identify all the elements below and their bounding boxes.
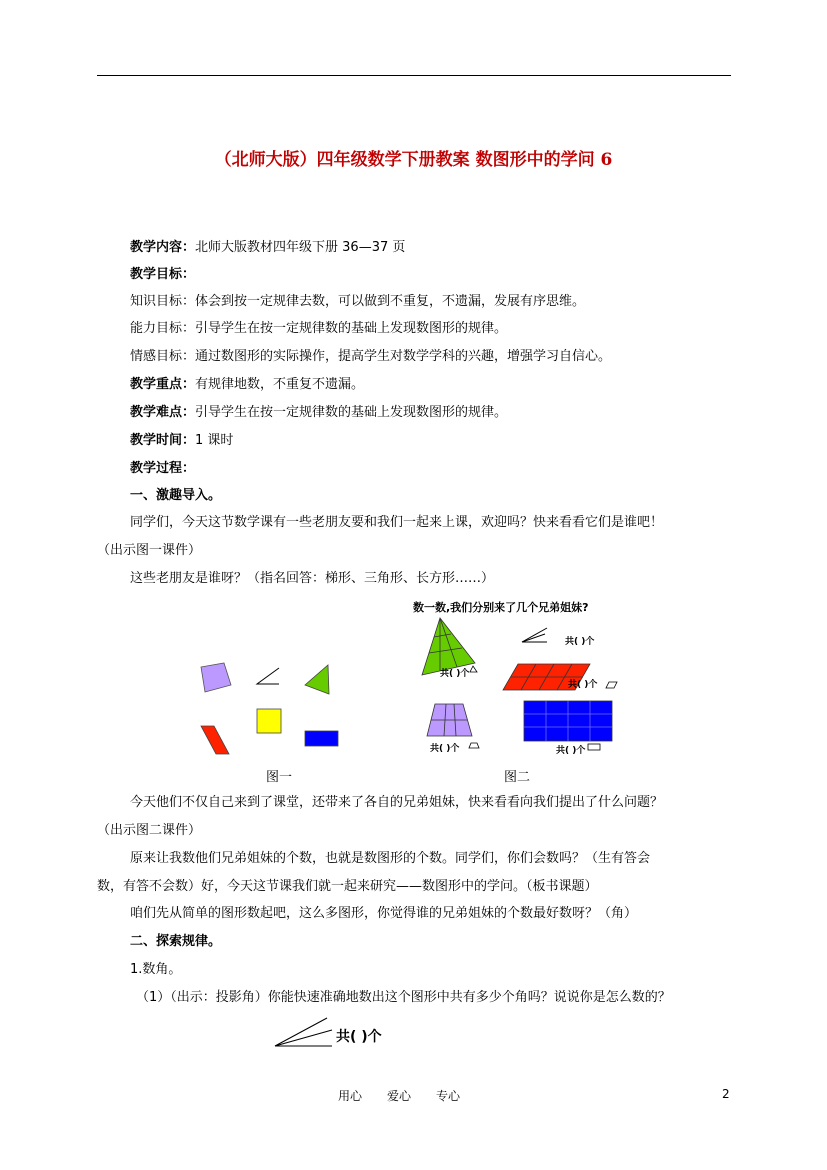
fig2-rectangle-group — [524, 701, 612, 741]
figure-2-caption: 图二 — [504, 770, 531, 785]
section1-p1b: （出示图一课件） — [97, 543, 202, 558]
header-rule — [97, 75, 731, 76]
figure2-heading: 数一数,我们分别来了几个兄弟姐妹? — [413, 601, 589, 614]
fig2-trapezoid-group — [427, 704, 472, 736]
section1b-p3a: 今天他们不仅自己来到了课堂，还带来了各自的兄弟姐妹，快来看看向我们提出了什么问题？ — [130, 795, 664, 810]
fig2-count-3: 共( )个 — [430, 744, 460, 754]
section1b-p3b: （出示图二课件） — [97, 823, 202, 838]
process-label: 教学过程： — [130, 461, 196, 476]
fig1-angle — [257, 668, 279, 684]
fig1-square — [257, 709, 281, 733]
goals-label: 教学目标： — [130, 267, 196, 282]
section1b-p4a: 原来让我数他们兄弟姐妹的个数，也就是数图形的个数。同学们，你们会数吗？（生有答会 — [130, 851, 651, 866]
fig2-count-2: 共( )个 — [568, 680, 598, 690]
fig1-rectangle — [305, 731, 338, 746]
fig1-triangle — [305, 665, 329, 694]
difficulty-line: 教学难点：引导学生在按一定规律数的基础上发现数图形的规律。 — [130, 405, 508, 420]
content-line: 教学内容：北师大版教材四年级下册 36—37 页 — [130, 240, 406, 255]
footer-motto-2: 爱心 — [387, 1089, 412, 1103]
figure-1 — [195, 655, 350, 755]
goal-knowledge: 知识目标：体会到按一定规律去数，可以做到不重复，不遗漏，发展有序思维。 — [130, 294, 586, 309]
section1b-p4b: 数，有答不会数）好，今天这节课我们就一起来研究——数图形中的学问。（板书课题） — [97, 879, 598, 894]
trapezoid-hint-icon — [469, 743, 479, 748]
fig2-count-5: 共( )个 — [565, 637, 595, 647]
section2-heading: 二、探索规律。 — [130, 934, 222, 949]
section1-p1a: 同学们，今天这节数学课有一些老朋友要和我们一起来上课，欢迎吗？快来看看它们是谁吧！ — [130, 515, 664, 530]
goal-emotion: 情感目标：通过数图形的实际操作，提高学生对数学学科的兴趣，增强学习自信心。 — [130, 349, 612, 364]
section1-p2: 这些老朋友是谁呀？（指名回答：梯形、三角形、长方形……） — [130, 571, 495, 586]
fig1-quadrilateral — [201, 663, 231, 692]
fig2-count-1: 共( )个 — [440, 669, 470, 679]
goal-ability: 能力目标：引导学生在按一定规律数的基础上发现数图形的规律。 — [130, 321, 508, 336]
angle-count-label: 共( )个 — [336, 1029, 382, 1045]
page-number: 2 — [722, 1087, 730, 1101]
time-line: 教学时间：1 课时 — [130, 433, 234, 448]
rectangle-hint-icon — [588, 744, 600, 750]
key-line: 教学重点：有规律地数，不重复不遗漏。 — [130, 377, 365, 392]
projection-angle — [270, 1010, 340, 1050]
section2-sub1: 1.数角。 — [130, 962, 182, 977]
section1-heading: 一、激趣导入。 — [130, 488, 222, 503]
footer-motto-1: 用心 — [338, 1089, 363, 1103]
parallelogram-hint-icon — [606, 682, 617, 688]
footer-motto-3: 专心 — [436, 1089, 461, 1103]
section2-q1: （1）（出示：投影角）你能快速准确地数出这个图形中共有多少个角吗？说说你是怎么数的？ — [136, 990, 671, 1005]
triangle-hint-icon — [470, 666, 477, 672]
fig2-count-4: 共( )个 — [556, 746, 586, 756]
section1b-p5: 咱们先从简单的图形数起吧，这么多图形，你觉得谁的兄弟姐妹的个数最好数呀？（角） — [130, 906, 638, 921]
page-title: （北师大版）四年级数学下册教案 数图形中的学问 6 — [214, 150, 613, 170]
fig1-parallelogram — [201, 726, 229, 754]
figure-1-caption: 图一 — [266, 770, 293, 785]
fig2-angle-group — [522, 628, 547, 642]
